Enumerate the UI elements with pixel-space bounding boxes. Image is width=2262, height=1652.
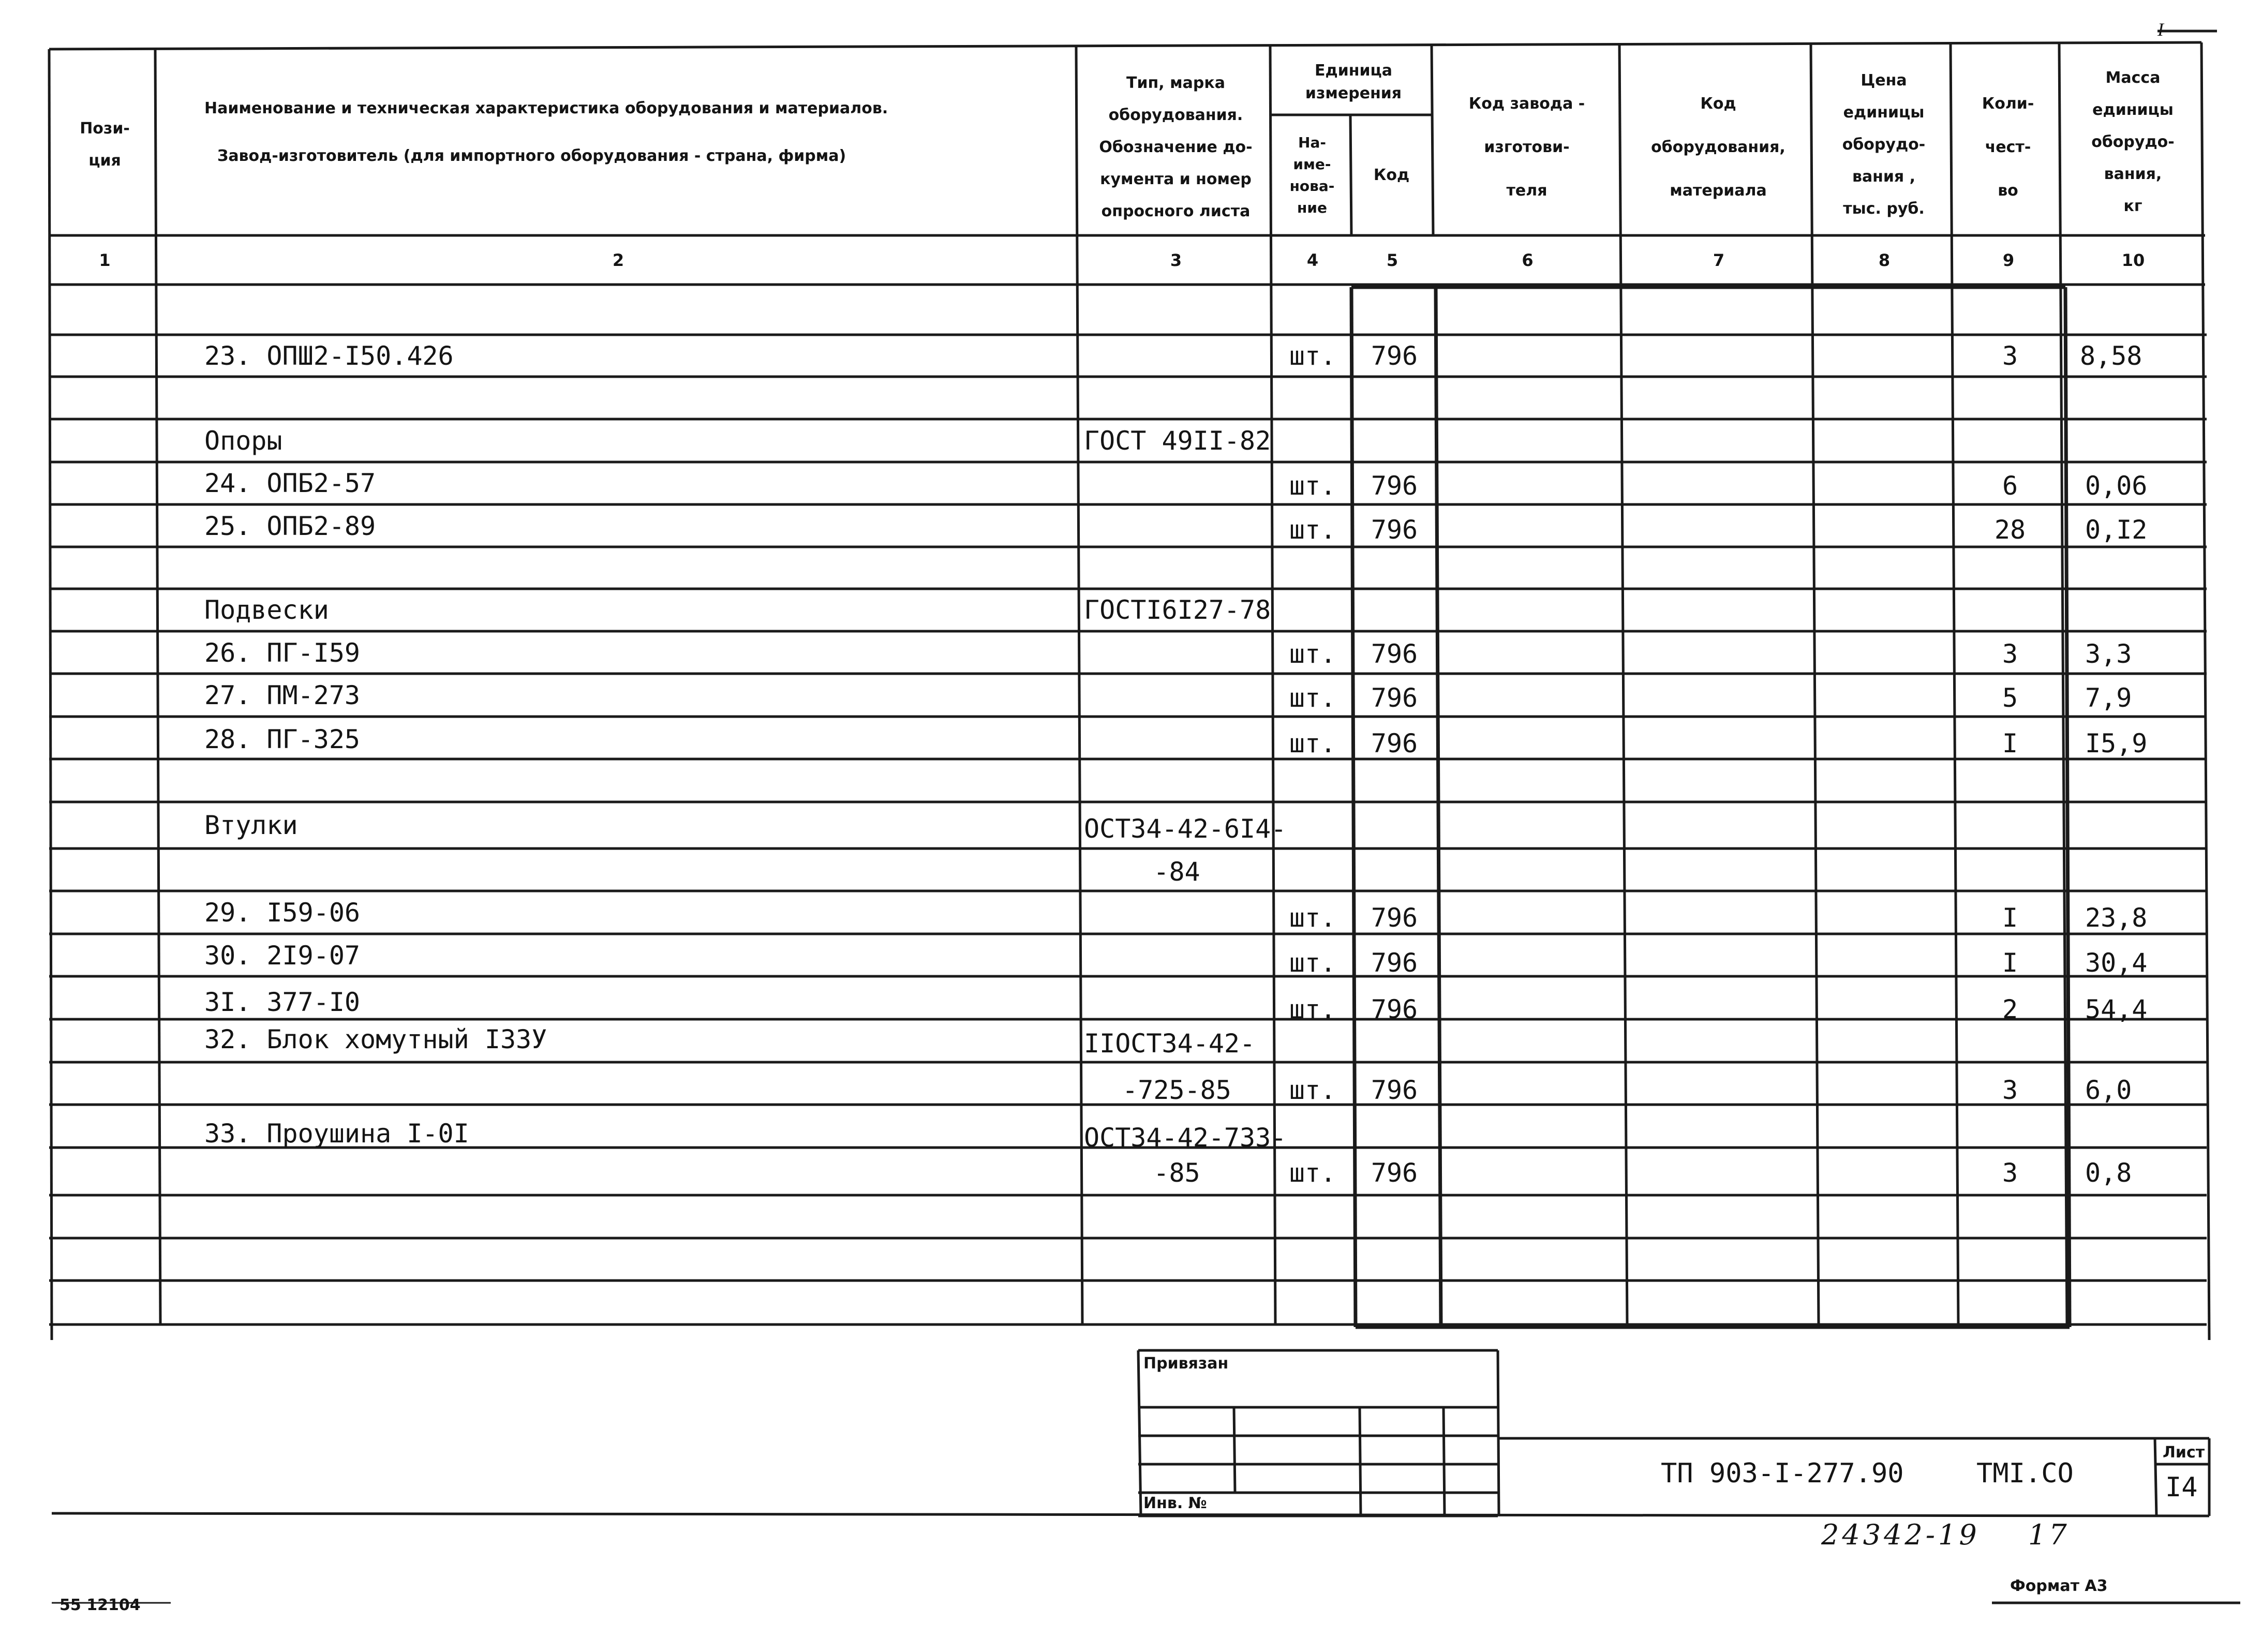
item-name: 30. 2I9-07 [204, 941, 361, 971]
document-ref: ОСТ34-42-6I4- [1084, 814, 1287, 844]
quantity: 3 [2002, 341, 2018, 371]
unit-mass: I5,9 [2085, 728, 2148, 758]
quantity: 5 [2002, 683, 2018, 713]
header-unit-code: Код [1373, 166, 1410, 184]
unit-code: 796 [1371, 728, 1418, 758]
document-ref: IIОСТ34-42- [1084, 1029, 1256, 1059]
unit-name: шт. [1289, 515, 1336, 545]
paper-format-label: Формат А3 [2010, 1577, 2108, 1595]
unit-code: 796 [1371, 994, 1418, 1024]
column-number-9: 9 [2002, 250, 2015, 270]
header-unit-price: Цена единицы оборудо- вания , тыс. руб. [1842, 71, 1926, 218]
column-number-5: 5 [1386, 250, 1398, 270]
quantity: I [2002, 903, 2018, 933]
item-name: 29. I59-06 [204, 898, 361, 928]
unit-code: 796 [1371, 471, 1418, 501]
quantity: I [2002, 728, 2018, 758]
unit-code: 796 [1371, 948, 1418, 978]
page-mark: I [2157, 19, 2164, 40]
unit-name: шт. [1289, 639, 1336, 669]
unit-mass: 0,06 [2085, 471, 2148, 501]
unit-code: 796 [1371, 903, 1418, 933]
unit-code: 796 [1371, 1158, 1418, 1188]
unit-mass: 6,0 [2085, 1075, 2132, 1105]
item-group-name: Подвески [204, 595, 329, 625]
header-position: Пози- ция [80, 120, 130, 170]
item-group-name: Втулки [204, 810, 298, 840]
quantity: 2 [2002, 994, 2018, 1024]
unit-name: шт. [1289, 728, 1336, 758]
unit-code: 796 [1371, 515, 1418, 545]
unit-mass: 3,3 [2085, 639, 2132, 669]
quantity: 28 [1994, 515, 2026, 545]
unit-code: 796 [1371, 639, 1418, 669]
item-name: 32. Блок хомутный I33У [204, 1024, 547, 1054]
header-quantity: Коли- чест- во [1982, 95, 2034, 200]
header-name-line2: Завод-изготовитель (для импортного оборудования - страна, фирма) [217, 147, 846, 165]
handwritten-page-number: 17 [2028, 1519, 2070, 1551]
unit-name: шт. [1289, 471, 1336, 501]
column-number-8: 8 [1878, 250, 1891, 270]
header-type-brand: Тип, марка оборудования. Обозначение до- кумента и номер опросного листа [1099, 74, 1253, 220]
header-unit-name: На- име- нова- ние [1289, 134, 1335, 216]
unit-mass: 23,8 [2085, 903, 2148, 933]
unit-mass: 0,8 [2085, 1158, 2132, 1188]
item-name: 3I. 377-I0 [204, 987, 361, 1017]
item-name: 25. ОПБ2-89 [204, 511, 376, 541]
column-number-2: 2 [612, 250, 624, 270]
column-number-10: 10 [2121, 250, 2145, 270]
header-equipment-code: Код оборудования, материала [1651, 95, 1785, 200]
handwritten-archive-number: 24342-19 [1821, 1519, 1980, 1551]
item-group-name: Опоры [204, 426, 282, 456]
document-ref: ГОСТ 49II-82 [1084, 426, 1271, 456]
header-name-line1: Наименование и техническая характеристика оборудования и материалов. [204, 99, 888, 117]
header-unit-mass: Масса единицы оборудо- вания, кг [2091, 69, 2175, 215]
document-ref: ОСТ34-42-733- [1084, 1123, 1287, 1153]
document-ref: -725-85 [1122, 1075, 1231, 1105]
quantity: I [2002, 948, 2018, 978]
unit-code: 796 [1371, 683, 1418, 713]
unit-name: шт. [1289, 1158, 1336, 1188]
unit-name: шт. [1289, 683, 1336, 713]
unit-mass: 54,4 [2085, 994, 2148, 1024]
quantity: 3 [2002, 1075, 2018, 1105]
item-name: 23. ОПШ2-I50.426 [204, 341, 454, 371]
unit-mass: 8,58 [2080, 341, 2142, 371]
unit-mass: 7,9 [2085, 683, 2132, 713]
unit-name: шт. [1289, 948, 1336, 978]
item-name: 24. ОПБ2-57 [204, 468, 376, 498]
column-number-6: 6 [1522, 250, 1534, 270]
attached-label: Привязан [1143, 1355, 1229, 1373]
item-name: 28. ПГ-325 [204, 724, 361, 754]
column-number-4: 4 [1306, 250, 1319, 270]
column-number-7: 7 [1713, 250, 1725, 270]
document-ref: -84 [1153, 857, 1200, 887]
unit-mass: 0,I2 [2085, 515, 2148, 545]
inventory-number-label: Инв. № [1143, 1494, 1207, 1512]
header-factory-code: Код завода - изготови- теля [1468, 95, 1585, 200]
unit-name: шт. [1289, 903, 1336, 933]
item-name: 26. ПГ-I59 [204, 638, 361, 668]
unit-name: шт. [1289, 1075, 1336, 1105]
quantity: 3 [2002, 639, 2018, 669]
unit-code: 796 [1371, 341, 1418, 371]
unit-name: шт. [1289, 341, 1336, 371]
document-code: ТП 903-I-277.90 [1661, 1458, 1904, 1489]
item-name: 33. Проушина I-0I [204, 1119, 469, 1149]
column-number-1: 1 [99, 250, 111, 270]
document-ref: -85 [1153, 1158, 1200, 1188]
footer-left-code: 55 12104 [59, 1596, 141, 1614]
document-ref: ГОСТI6I27-78 [1084, 595, 1271, 625]
item-name: 27. ПМ-273 [204, 680, 361, 710]
quantity: 6 [2002, 471, 2018, 501]
unit-mass: 30,4 [2085, 948, 2148, 978]
document-mark: ТМI.СО [1976, 1458, 2074, 1489]
sheet-label: Лист [2163, 1443, 2205, 1462]
header-unit-group: Единица измерения [1305, 62, 1402, 102]
quantity: 3 [2002, 1158, 2018, 1188]
column-number-3: 3 [1170, 250, 1182, 270]
sheet-number: I4 [2165, 1472, 2198, 1503]
unit-code: 796 [1371, 1075, 1418, 1105]
unit-name: шт. [1289, 994, 1336, 1024]
